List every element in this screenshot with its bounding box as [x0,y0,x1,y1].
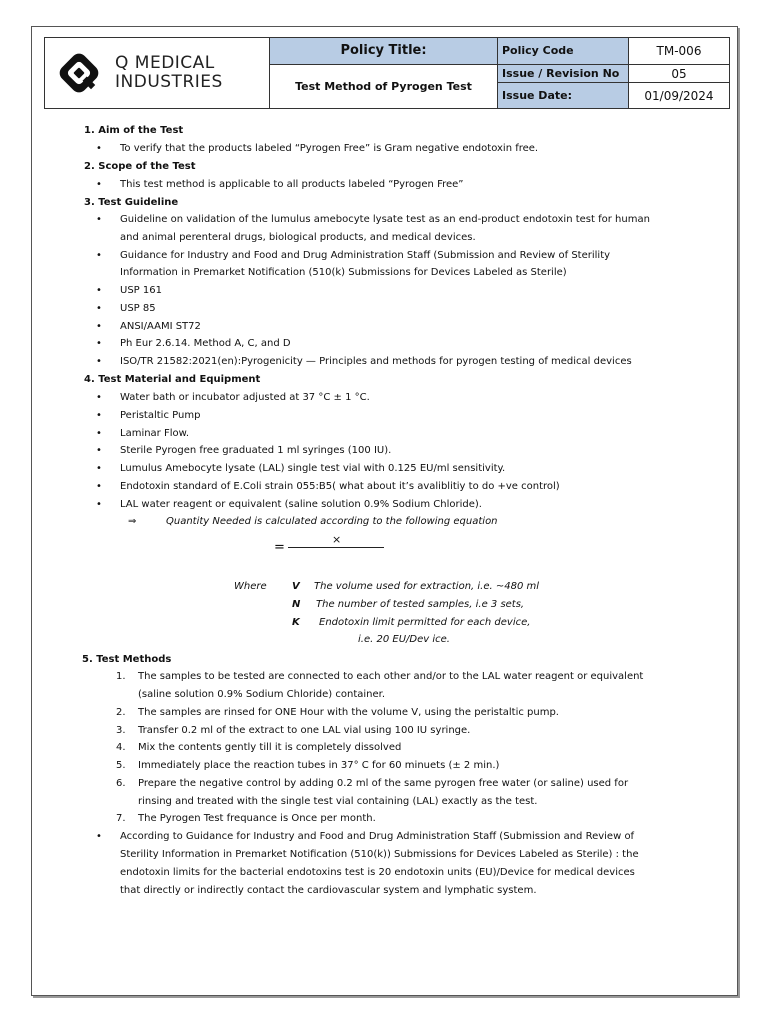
list-item-continued: endotoxin limits for the bacterial endotoxins test is 20 endotoxin units (EU)/Device for medical devices [120,867,635,878]
list-item: Sterile Pyrogen free graduated 1 ml syringes (100 IU). [120,445,392,456]
section-title: 3. Test Guideline [84,197,179,208]
variable-n-description: The number of tested samples, i.e 3 sets, [316,599,525,610]
equation-equals: = [274,540,285,555]
list-item: USP 161 [120,285,162,296]
list-item: LAL water reagent or equivalent (saline solution 0.9% Sodium Chloride). [120,499,482,510]
list-item: USP 85 [120,303,156,314]
revision-label: Issue / Revision No [498,64,629,83]
bullet-icon: • [96,285,102,296]
list-number: 6. [116,778,126,789]
list-item: According to Guidance for Industry and Food and Drug Administration Staff (Submission and Review of [120,831,635,842]
section-title: 2. Scope of the Test [84,161,196,172]
variable-n: N [292,599,301,610]
equation-times: × [332,533,342,546]
list-item: The Pyrogen Test frequance is Once per month. [138,813,376,824]
policy-code-value: TM-006 [629,38,730,65]
bullet-icon: • [96,179,102,190]
bullet-icon: • [96,338,102,349]
company-name [115,54,223,92]
list-item: Laminar Flow. [120,428,190,439]
list-item: Guideline on validation of the lumulus amebocyte lysate test as an end-product endotoxin test for human [120,214,650,225]
bullet-icon: • [96,356,102,367]
list-item-continued: (saline solution 0.9% Sodium Chloride) container. [138,689,386,700]
bullet-icon: • [96,428,102,439]
list-item: Immediately place the reaction tubes in 37° C for 60 minuets (± 2 min.) [138,760,500,771]
variable-k-description: Endotoxin limit permitted for each device, [319,617,531,628]
policy-header-table [44,37,730,109]
list-number: 3. [116,725,126,736]
issue-date-label: Issue Date: [498,83,629,109]
list-item: Ph Eur 2.6.14. Method A, C, and D [120,338,291,349]
arrow-icon: ⇒ [128,516,137,527]
equation-intro: Quantity Needed is calculated according to the following equation [166,516,498,527]
bullet-icon: • [96,831,102,842]
list-item: Prepare the negative control by adding 0.2 ml of the same pyrogen free water (or saline) used for [138,778,629,789]
list-number: 2. [116,707,126,718]
bullet-icon: • [96,410,102,421]
section-title: 4. Test Material and Equipment [84,374,261,385]
list-item-continued: Information in Premarket Notification (510(k) Submissions for Devices Labeled as Sterile) [120,267,567,278]
list-item: Guidance for Industry and Food and Drug Administration Staff (Submission and Review of Sterility [120,250,611,261]
company-name-line1: Q MEDICAL [115,53,215,73]
bullet-icon: • [96,392,102,403]
list-item-continued: rinsing and treated with the single test vial containing (LAL) exactly as the test. [138,796,538,807]
list-item: The samples to be tested are connected to each other and/or to the LAL water reagent or equivalent [138,671,644,682]
bullet-icon: • [96,321,102,332]
section-title: 5. Test Methods [82,654,172,665]
list-item: ANSI/AAMI ST72 [120,321,201,332]
logo-cell [45,38,270,109]
list-number: 7. [116,813,126,824]
variable-v-description: The volume used for extraction, i.e. ~480 ml [314,581,540,592]
list-item: Transfer 0.2 ml of the extract to one LAL vial using 100 IU syringe. [138,725,471,736]
list-item: To verify that the products labeled “Pyrogen Free” is Gram negative endotoxin free. [120,143,539,154]
where-label: Where [234,581,267,592]
document-page [31,26,738,996]
policy-title-value: Test Method of Pyrogen Test [270,64,498,108]
list-item: Peristaltic Pump [120,410,201,421]
fraction-bar [288,547,384,548]
list-item: Endotoxin standard of E.Coli strain 055:B5( what about it’s avaliblitiy to do +ve control) [120,481,560,492]
bullet-icon: • [96,250,102,261]
list-item-continued: and animal perenteral drugs, biological products, and medical devices. [120,232,476,243]
list-item-continued: Sterility Information in Premarket Notification (510(k)) Submissions for Devices Labeled as Sterile) : the [120,849,639,860]
variable-k: K [292,617,300,628]
q-medical-logo-icon [53,47,105,99]
list-number: 1. [116,671,126,682]
list-item: Water bath or incubator adjusted at 37 °C ± 1 °C. [120,392,370,403]
issue-date-value: 01/09/2024 [629,83,730,109]
list-number: 4. [116,742,126,753]
list-item-continued: that directly or indirectly contact the cardiovascular system and lymphatic system. [120,885,537,896]
bullet-icon: • [96,463,102,474]
bullet-icon: • [96,303,102,314]
bullet-icon: • [96,481,102,492]
variable-k-value: i.e. 20 EU/Dev ice. [358,634,450,645]
company-name-line2: INDUSTRIES [115,72,223,92]
bullet-icon: • [96,445,102,456]
list-number: 5. [116,760,126,771]
policy-title-label: Policy Title: [270,38,498,65]
bullet-icon: • [96,143,102,154]
company-logo [45,47,269,99]
list-item: This test method is applicable to all products labeled “Pyrogen Free” [120,179,464,190]
list-item: The samples are rinsed for ONE Hour with the volume V, using the peristaltic pump. [138,707,559,718]
variable-v: V [292,581,300,592]
list-item: Mix the contents gently till it is completely dissolved [138,742,402,753]
bullet-icon: • [96,499,102,510]
policy-code-label: Policy Code [498,38,629,65]
revision-value: 05 [629,64,730,83]
section-title: 1. Aim of the Test [84,125,184,136]
list-item: ISO/TR 21582:2021(en):Pyrogenicity — Principles and methods for pyrogen testing of medical devices [120,356,632,367]
bullet-icon: • [96,214,102,225]
list-item: Lumulus Amebocyte lysate (LAL) single test vial with 0.125 EU/ml sensitivity. [120,463,506,474]
